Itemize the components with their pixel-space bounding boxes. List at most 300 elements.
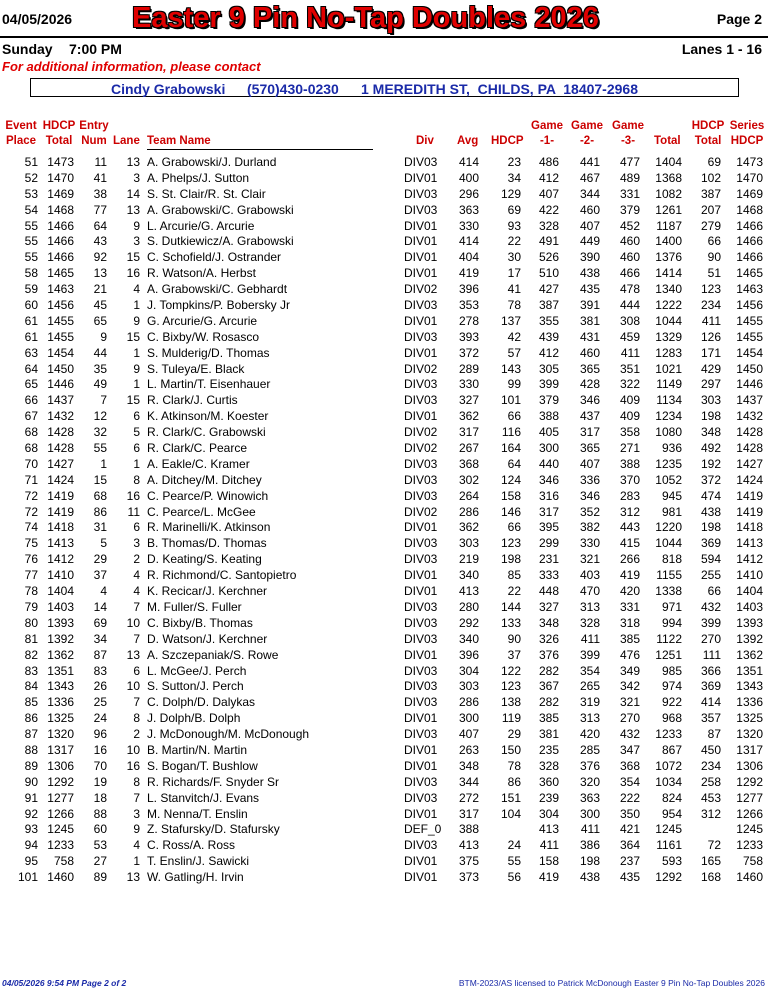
cell-lane: 10 (126, 742, 140, 757)
cell-lane: 1 (133, 345, 140, 360)
cell-hdcp-total: 1317 (47, 742, 74, 757)
cell-series-hdcp: 1419 (736, 504, 763, 519)
cell-div: DIV01 (404, 218, 438, 233)
table-row (0, 171, 768, 187)
cell-series-hdcp: 1432 (736, 409, 763, 424)
cell-game-1: 422 (538, 202, 559, 217)
cell-game-1: 282 (538, 663, 559, 678)
cell-event-place: 70 (24, 456, 38, 471)
cell-lane: 3 (133, 536, 140, 551)
cell-game-2: 467 (579, 170, 600, 185)
cell-series-hdcp: 1392 (736, 631, 763, 646)
cell-div: DIV01 (404, 250, 438, 265)
cell-div: DIV01 (404, 854, 438, 869)
cell-game-2: 390 (579, 250, 600, 265)
cell-lane: 16 (126, 266, 140, 281)
cell-game-3: 466 (619, 266, 640, 281)
cell-series-hdcp: 1393 (736, 615, 763, 630)
cell-lane: 4 (133, 838, 140, 853)
cell-lane: 9 (133, 218, 140, 233)
contact-box (30, 78, 739, 97)
table-row (0, 568, 768, 584)
table-row (0, 346, 768, 362)
cell-game-1: 388 (538, 409, 559, 424)
cell-event-place: 59 (24, 282, 38, 297)
cell-avg: 388 (458, 822, 479, 837)
cell-lane: 3 (133, 806, 140, 821)
cell-team-name: S. Tuleya/E. Black (147, 361, 245, 376)
cell-game-2: 376 (579, 758, 600, 773)
cell-total: 1329 (655, 329, 682, 344)
cell-total: 1082 (655, 186, 682, 201)
cell-game-2: 265 (579, 679, 600, 694)
cell-lane: 6 (133, 409, 140, 424)
cell-hdcp-total: 1362 (47, 647, 74, 662)
cell-game-2: 330 (579, 536, 600, 551)
cell-lane: 13 (126, 870, 140, 885)
cell-entry-num: 38 (93, 186, 107, 201)
cell-game-1: 231 (538, 552, 559, 567)
cell-avg: 362 (458, 409, 479, 424)
cell-entry-num: 53 (93, 838, 107, 853)
cell-game-3: 415 (619, 536, 640, 551)
cell-total: 1414 (655, 266, 682, 281)
cell-series-hdcp: 1469 (736, 186, 763, 201)
cell-hdcp: 123 (500, 536, 521, 551)
cell-game-3: 411 (620, 345, 640, 360)
cell-div: DIV01 (404, 409, 438, 424)
cell-hdcp-total-2: 165 (700, 854, 721, 869)
cell-entry-num: 64 (93, 218, 107, 233)
cell-div: DIV03 (404, 298, 438, 313)
cell-game-3: 321 (619, 695, 640, 710)
table-row (0, 854, 768, 870)
cell-div: DIV03 (404, 393, 438, 408)
cell-team-name: S. Bogan/T. Bushlow (147, 758, 258, 773)
cell-total: 1245 (655, 822, 682, 837)
cell-div: DIV03 (404, 631, 438, 646)
cell-total: 1404 (655, 155, 682, 169)
cell-entry-num: 86 (93, 504, 107, 519)
cell-hdcp-total-2: 411 (701, 313, 721, 328)
cell-hdcp: 93 (507, 218, 521, 233)
table-row (0, 377, 768, 393)
cell-team-name: B. Martin/N. Martin (147, 742, 248, 757)
cell-hdcp: 144 (500, 599, 521, 614)
cell-total: 954 (661, 806, 682, 821)
cell-event-place: 94 (24, 838, 38, 853)
cell-total: 922 (661, 695, 682, 710)
cell-series-hdcp: 1473 (736, 155, 763, 169)
cell-team-name: K. Atkinson/M. Koester (147, 409, 269, 424)
cell-game-3: 419 (619, 568, 640, 583)
table-row (0, 648, 768, 664)
cell-game-3: 222 (619, 790, 640, 805)
table-row (0, 807, 768, 823)
cell-hdcp-total-2: 126 (700, 329, 721, 344)
cell-event-place: 93 (24, 822, 38, 837)
cell-game-1: 316 (538, 488, 559, 503)
cell-game-2: 438 (579, 870, 600, 885)
cell-game-2: 198 (579, 854, 600, 869)
table-row (0, 362, 768, 378)
header-series-hdcp: Series HDCP (729, 120, 765, 147)
table-row (0, 250, 768, 266)
cell-hdcp: 85 (507, 568, 521, 583)
cell-hdcp-total: 1469 (47, 186, 74, 201)
cell-entry-num: 49 (93, 377, 107, 392)
cell-hdcp: 55 (507, 854, 521, 869)
cell-game-3: 331 (619, 599, 640, 614)
cell-game-2: 460 (579, 202, 600, 217)
cell-event-place: 89 (24, 758, 38, 773)
cell-hdcp-total: 1320 (47, 727, 74, 742)
cell-hdcp: 99 (507, 377, 521, 392)
header-lane: Lane (113, 135, 140, 147)
cell-total: 1376 (655, 250, 682, 265)
cell-div: DIV01 (404, 520, 438, 535)
cell-entry-num: 1 (100, 456, 107, 471)
table-row (0, 425, 768, 441)
cell-lane: 8 (133, 472, 140, 487)
cell-event-place: 61 (24, 329, 38, 344)
cell-hdcp-total: 1446 (47, 377, 74, 392)
table-row (0, 187, 768, 203)
cell-div: DIV03 (404, 679, 438, 694)
cell-series-hdcp: 1306 (736, 758, 763, 773)
cell-hdcp: 69 (507, 202, 521, 217)
cell-event-place: 74 (24, 520, 38, 535)
cell-hdcp-total: 1466 (47, 250, 74, 265)
cell-total: 1340 (655, 282, 682, 297)
cell-game-2: 346 (579, 488, 600, 503)
cell-entry-num: 70 (93, 758, 107, 773)
cell-hdcp-total: 1460 (47, 870, 74, 885)
cell-total: 1052 (655, 472, 682, 487)
cell-game-1: 326 (538, 631, 559, 646)
cell-hdcp: 37 (507, 647, 521, 662)
cell-game-2: 411 (580, 822, 600, 837)
cell-game-2: 428 (579, 377, 600, 392)
cell-team-name: S. Mulderig/D. Thomas (147, 345, 270, 360)
table-row (0, 520, 768, 536)
cell-avg: 278 (458, 313, 479, 328)
event-time: 7:00 PM (69, 41, 122, 57)
cell-series-hdcp: 1410 (736, 568, 763, 583)
cell-game-1: 239 (538, 790, 559, 805)
cell-hdcp-total: 1306 (47, 758, 74, 773)
cell-game-2: 399 (579, 647, 600, 662)
cell-total: 1080 (655, 425, 682, 440)
cell-entry-num: 24 (93, 711, 107, 726)
cell-team-name: R. Clark/C. Pearce (147, 441, 248, 456)
footer-license: BTM-2023/AS licensed to Patrick McDonough Easter 9 Pin No-Tap Doubles 2026 (458, 978, 765, 988)
table-row (0, 552, 768, 568)
cell-series-hdcp: 1465 (736, 266, 763, 281)
cell-hdcp-total: 1233 (47, 838, 74, 853)
cell-hdcp-total-2: 369 (700, 536, 721, 551)
table-row (0, 330, 768, 346)
cell-avg: 396 (458, 647, 479, 662)
cell-event-place: 77 (24, 568, 38, 583)
cell-lane: 15 (126, 250, 140, 265)
cell-hdcp-total-2: 69 (707, 155, 721, 169)
table-row (0, 409, 768, 425)
cell-hdcp-total: 1336 (47, 695, 74, 710)
cell-lane: 2 (133, 552, 140, 567)
cell-div: DIV03 (404, 155, 438, 169)
cell-total: 968 (661, 711, 682, 726)
cell-series-hdcp: 1277 (736, 790, 763, 805)
cell-lane: 6 (133, 520, 140, 535)
cell-team-name: R. Clark/J. Curtis (147, 393, 238, 408)
cell-avg: 407 (458, 727, 479, 742)
cell-game-2: 319 (579, 695, 600, 710)
cell-game-1: 448 (538, 584, 559, 599)
cell-lane: 7 (133, 695, 140, 710)
cell-team-name: M. Nenna/T. Enslin (147, 806, 248, 821)
cell-entry-num: 96 (93, 727, 107, 742)
cell-lane: 7 (133, 631, 140, 646)
table-row (0, 203, 768, 219)
cell-total: 994 (661, 615, 682, 630)
cell-game-1: 439 (538, 329, 559, 344)
cell-hdcp: 101 (500, 393, 521, 408)
cell-hdcp: 66 (507, 520, 521, 535)
cell-series-hdcp: 1418 (736, 520, 763, 535)
cell-hdcp-total: 1292 (47, 774, 74, 789)
cell-event-place: 66 (24, 393, 38, 408)
cell-hdcp-total: 1450 (47, 361, 74, 376)
cell-lane: 9 (133, 313, 140, 328)
cell-avg: 353 (458, 298, 479, 313)
cell-game-3: 477 (619, 155, 640, 169)
cell-div: DEF_0 (404, 822, 442, 837)
cell-hdcp-total-2: 270 (700, 631, 721, 646)
cell-hdcp-total: 1466 (47, 218, 74, 233)
cell-hdcp: 151 (500, 790, 521, 805)
cell-div: DIV03 (404, 488, 438, 503)
cell-game-1: 328 (538, 218, 559, 233)
table-row (0, 473, 768, 489)
cell-hdcp-total-2: 297 (700, 377, 721, 392)
table-row (0, 489, 768, 505)
cell-event-place: 91 (24, 790, 38, 805)
cell-game-3: 421 (619, 822, 640, 837)
cell-team-name: C. Bixby/W. Rosasco (147, 329, 260, 344)
cell-game-3: 266 (619, 552, 640, 567)
cell-series-hdcp: 1437 (736, 393, 763, 408)
cell-hdcp-total-2: 123 (700, 282, 721, 297)
cell-series-hdcp: 1424 (736, 472, 763, 487)
cell-game-2: 403 (579, 568, 600, 583)
table-row (0, 775, 768, 791)
cell-game-1: 282 (538, 695, 559, 710)
cell-event-place: 65 (24, 377, 38, 392)
cell-event-place: 95 (24, 854, 38, 869)
header-hdcp-total: HDCP Total (42, 120, 76, 147)
cell-hdcp-total-2: 453 (700, 790, 721, 805)
cell-total: 1251 (655, 647, 682, 662)
cell-game-1: 327 (538, 599, 559, 614)
cell-game-2: 449 (579, 234, 600, 249)
cell-event-place: 63 (24, 345, 38, 360)
cell-hdcp: 150 (500, 742, 521, 757)
cell-game-2: 391 (579, 298, 600, 313)
cell-total: 1044 (655, 536, 682, 551)
cell-avg: 280 (458, 599, 479, 614)
cell-avg: 300 (458, 711, 479, 726)
cell-event-place: 83 (24, 663, 38, 678)
cell-hdcp: 86 (507, 774, 521, 789)
cell-hdcp: 78 (507, 298, 521, 313)
cell-total: 971 (661, 599, 682, 614)
cell-event-place: 84 (24, 679, 38, 694)
cell-entry-num: 7 (100, 393, 107, 408)
cell-series-hdcp: 1428 (736, 441, 763, 456)
cell-hdcp-total-2: 594 (700, 552, 721, 567)
table-row (0, 600, 768, 616)
cell-team-name: C. Bixby/B. Thomas (147, 615, 253, 630)
table-row (0, 505, 768, 521)
cell-hdcp-total-2: 429 (700, 361, 721, 376)
cell-hdcp-total: 1463 (47, 282, 74, 297)
cell-game-3: 443 (619, 520, 640, 535)
cell-hdcp: 17 (507, 266, 521, 281)
cell-series-hdcp: 1455 (736, 329, 763, 344)
cell-div: DIV01 (404, 266, 438, 281)
cell-team-name: D. Watson/J. Kerchner (147, 631, 268, 646)
cell-hdcp-total-2: 312 (700, 806, 721, 821)
cell-series-hdcp: 1317 (736, 742, 763, 757)
cell-hdcp: 56 (507, 870, 521, 885)
cell-avg: 393 (458, 329, 479, 344)
cell-avg: 330 (458, 377, 479, 392)
cell-event-place: 60 (24, 298, 38, 313)
cell-hdcp-total-2: 450 (700, 742, 721, 757)
cell-div: DIV03 (404, 838, 438, 853)
cell-series-hdcp: 1413 (736, 536, 763, 551)
cell-hdcp-total: 1465 (47, 266, 74, 281)
cell-total: 1021 (655, 361, 682, 376)
cell-game-2: 328 (579, 615, 600, 630)
cell-game-1: 300 (538, 441, 559, 456)
table-row (0, 695, 768, 711)
cell-entry-num: 60 (93, 822, 107, 837)
cell-entry-num: 34 (93, 631, 107, 646)
cell-game-1: 427 (538, 282, 559, 297)
cell-avg: 375 (458, 854, 479, 869)
cell-avg: 303 (458, 536, 479, 551)
cell-avg: 413 (458, 838, 479, 853)
cell-avg: 368 (458, 456, 479, 471)
cell-div: DIV03 (404, 727, 438, 742)
cell-team-name: R. Watson/A. Herbst (147, 266, 256, 281)
cell-entry-num: 68 (93, 488, 107, 503)
cell-hdcp-total: 1470 (47, 170, 74, 185)
cell-lane: 8 (133, 774, 140, 789)
cell-event-place: 80 (24, 615, 38, 630)
cell-hdcp-total: 1351 (47, 663, 74, 678)
header-event-place: Event Place (5, 120, 37, 147)
cell-hdcp-total: 1454 (47, 345, 74, 360)
cell-game-2: 354 (579, 663, 600, 678)
cell-hdcp: 129 (500, 186, 521, 201)
cell-hdcp-total-2: 348 (700, 425, 721, 440)
cell-team-name: A. Phelps/J. Sutton (147, 170, 250, 185)
cell-div: DIV01 (404, 806, 438, 821)
cell-entry-num: 69 (93, 615, 107, 630)
cell-event-place: 92 (24, 806, 38, 821)
cell-team-name: K. Recicar/J. Kerchner (147, 584, 268, 599)
cell-hdcp: 116 (501, 425, 521, 440)
cell-hdcp-total-2: 168 (700, 870, 721, 885)
cell-game-2: 346 (579, 393, 600, 408)
cell-entry-num: 5 (100, 536, 107, 551)
cell-team-name: B. Thomas/D. Thomas (147, 536, 267, 551)
cell-lane: 4 (133, 584, 140, 599)
header-divider (0, 36, 768, 38)
table-row (0, 282, 768, 298)
cell-game-1: 413 (538, 822, 559, 837)
cell-hdcp-total: 1419 (47, 504, 74, 519)
cell-game-3: 351 (619, 361, 640, 376)
cell-total: 818 (661, 552, 682, 567)
cell-game-3: 370 (619, 472, 640, 487)
cell-event-place: 68 (24, 425, 38, 440)
cell-lane: 1 (133, 456, 140, 471)
cell-game-3: 379 (619, 202, 640, 217)
table-row (0, 791, 768, 807)
cell-team-name: A. Grabowski/C. Grabowski (147, 202, 294, 217)
cell-total: 1149 (656, 377, 682, 392)
cell-event-place: 85 (24, 695, 38, 710)
cell-hdcp: 90 (507, 631, 521, 646)
cell-avg: 340 (458, 568, 479, 583)
header-team-name: Team Name (147, 134, 373, 150)
cell-div: DIV03 (404, 552, 438, 567)
cell-event-place: 79 (24, 599, 38, 614)
cell-lane: 15 (126, 329, 140, 344)
cell-game-3: 308 (619, 313, 640, 328)
table-row (0, 743, 768, 759)
cell-series-hdcp: 1427 (736, 456, 763, 471)
cell-div: DIV03 (404, 774, 438, 789)
cell-game-2: 437 (579, 409, 600, 424)
cell-hdcp-total-2: 303 (700, 393, 721, 408)
cell-hdcp-total-2: 234 (700, 758, 721, 773)
cell-event-place: 88 (24, 742, 38, 757)
cell-game-1: 395 (538, 520, 559, 535)
cell-lane: 7 (133, 599, 140, 614)
table-row (0, 870, 768, 886)
cell-hdcp-total-2: 432 (700, 599, 721, 614)
cell-game-3: 354 (619, 774, 640, 789)
cell-game-1: 387 (538, 298, 559, 313)
cell-team-name: Z. Stafursky/D. Stafursky (147, 822, 280, 837)
cell-lane: 4 (133, 568, 140, 583)
cell-series-hdcp: 1412 (736, 552, 763, 567)
cell-total: 974 (661, 679, 682, 694)
cell-event-place: 55 (24, 218, 38, 233)
cell-total: 1233 (655, 727, 682, 742)
cell-hdcp-total: 1393 (47, 615, 74, 630)
cell-hdcp-total-2: 414 (700, 695, 721, 710)
cell-div: DIV03 (404, 615, 438, 630)
cell-team-name: L. Arcurie/G. Arcurie (147, 218, 255, 233)
cell-lane: 7 (133, 790, 140, 805)
cell-game-3: 452 (619, 218, 640, 233)
